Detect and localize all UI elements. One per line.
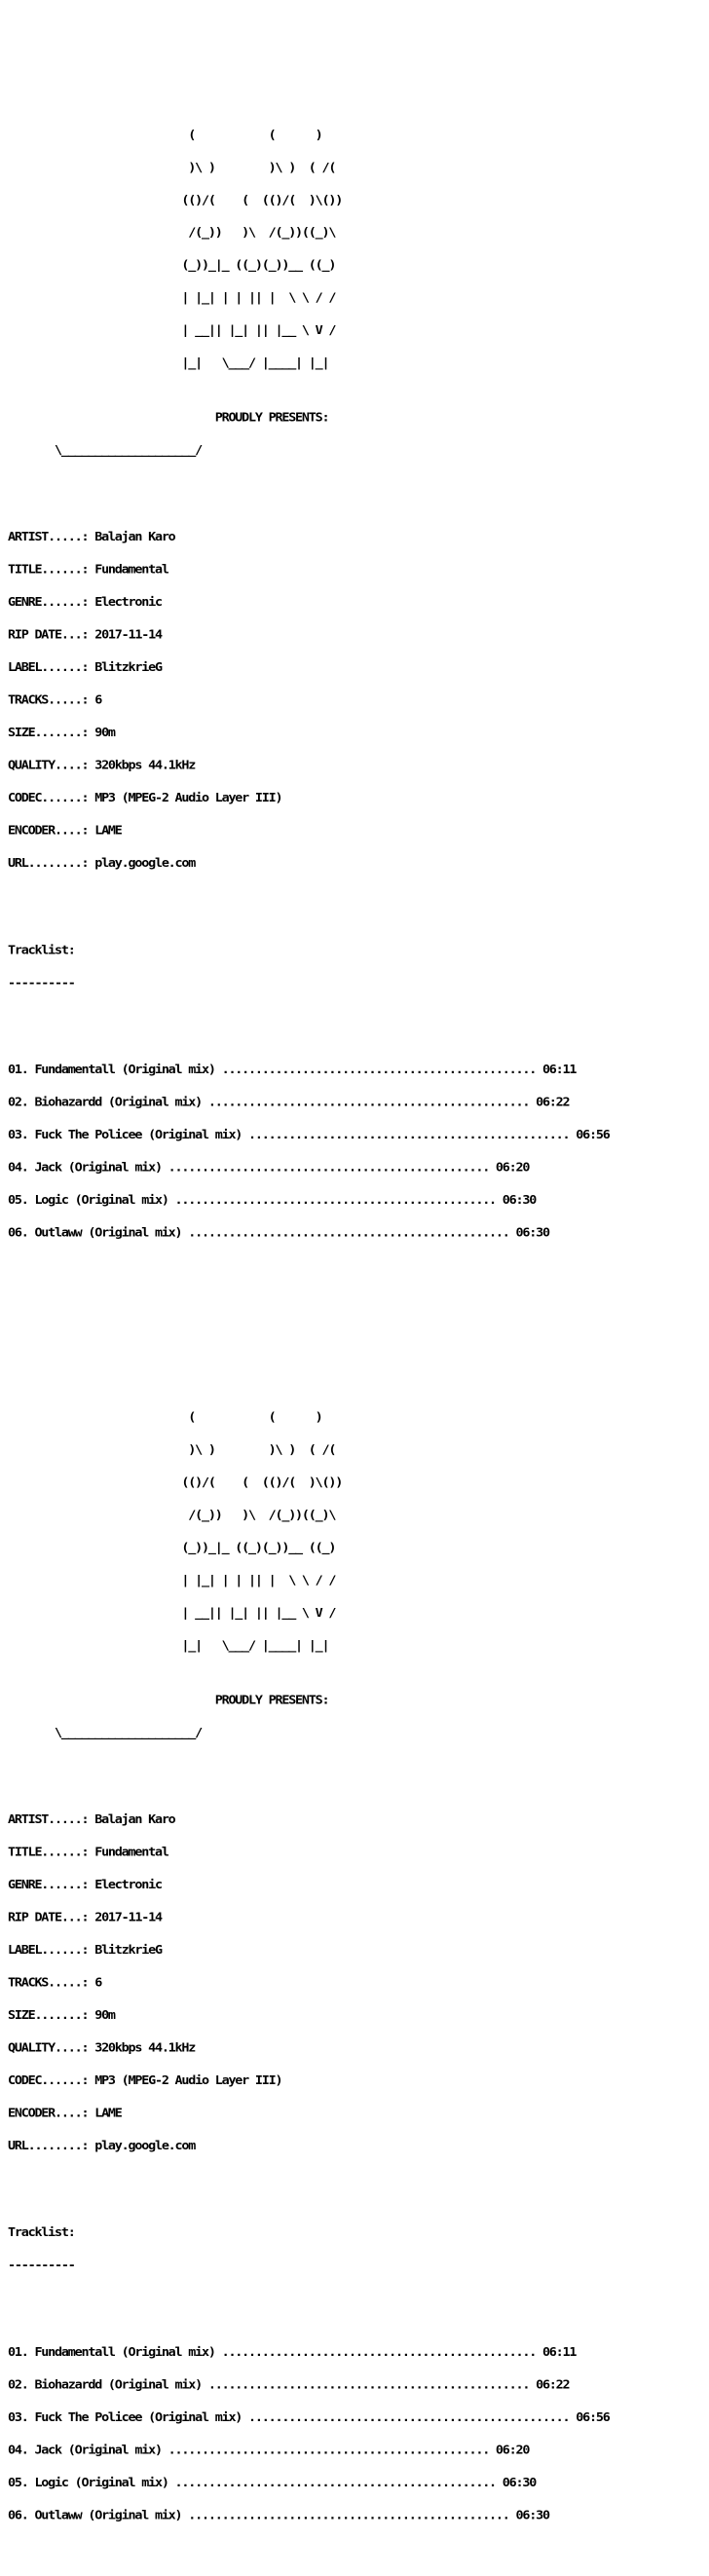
logo-line: /(_)) )\ /(_))((_)\ [8,1509,336,1523]
info-rip-date: RIP DATE...: 2017-11-14 [8,1911,162,1925]
spacer [8,1348,709,1369]
info-quality: QUALITY....: 320kbps 44.1kHz [8,2041,196,2056]
blank-line [8,478,709,489]
info-artist: ARTIST.....: Balajan Karo [8,1812,175,1827]
info-codec: CODEC......: MP3 (MPEG-2 Audio Layer III) [8,2073,282,2088]
spacer [8,55,709,87]
info-genre: GENRE......: Electronic [8,595,162,610]
tracklist-rule: ---------- [8,976,75,990]
proudly-presents: PROUDLY PRESENTS: [8,1694,329,1708]
blank-line [8,1761,709,1772]
logo-line: (()/( ( (()/( )\()) [8,1475,343,1490]
blank-line [8,2294,709,2304]
blank-line [8,913,709,923]
logo-line: ( ( ) [8,1410,322,1425]
info-label: LABEL......: BlitzkrieG [8,660,162,675]
tracklist-title: Tracklist: [8,944,75,958]
logo-line: | |_| | | || | \ \ / / [8,291,336,306]
track-row: 01. Fundamentall (Original mix) ............................................... 06:11 [8,1063,577,1077]
release-info [8,1793,709,2174]
logo-line: | __|| |_| || |__ \ V / [8,323,336,338]
tracklist-title: Tracklist: [8,2225,75,2240]
info-quality: QUALITY....: 320kbps 44.1kHz [8,759,196,773]
track-row: 06. Outlaww (Original mix) ................................................ 06:30 [8,2509,549,2523]
ascii-logo [8,109,709,392]
info-url: URL........: play.google.com [8,2139,196,2153]
info-tracks: TRACKS.....: 6 [8,1976,102,1991]
track-row: 04. Jack (Original mix) ................................................ 06:20 [8,1161,530,1176]
presents-underline: \____________________/ [8,1726,202,1740]
blank-line [8,1011,709,1022]
tracklist [8,2326,709,2543]
nfo-block [8,32,709,1282]
info-size: SIZE.......: 90m [8,726,115,740]
logo-line: |_| \___/ |____| |_| [8,1639,329,1654]
track-row: 02. Biohazardd (Original mix) ................................................ 06:22 [8,2378,570,2393]
ascii-logo [8,1391,709,1673]
info-title: TITLE......: Fundamental [8,1846,168,1860]
logo-line: )\ ) )\ ) ( /( [8,1443,336,1458]
proudly-presents: PROUDLY PRESENTS: [8,411,329,426]
logo-line: ( ( ) [8,129,322,143]
info-label: LABEL......: BlitzkrieG [8,1943,162,1958]
info-title: TITLE......: Fundamental [8,563,168,578]
info-encoder: ENCODER....: LAME [8,2107,122,2121]
track-row: 05. Logic (Original mix) ................................................ 06:30 [8,2476,537,2490]
release-info [8,511,709,892]
info-artist: ARTIST.....: Balajan Karo [8,530,175,544]
tracklist [8,1043,709,1260]
track-row: 03. Fuck The Policee (Original mix) ................................................ 06:56 [8,2410,610,2425]
logo-line: | |_| | | || | \ \ / / [8,1574,336,1588]
logo-line: (_))_|_ ((_)(_))__ ((_) [8,258,336,273]
info-tracks: TRACKS.....: 6 [8,693,102,708]
track-row: 01. Fundamentall (Original mix) ............................................... 06:11 [8,2345,577,2360]
info-url: URL........: play.google.com [8,856,196,871]
track-row: 06. Outlaww (Original mix) ................................................ 06:30 [8,1226,549,1241]
logo-line: | __|| |_| || |__ \ V / [8,1606,336,1621]
track-row: 02. Biohazardd (Original mix) ................................................ 06:22 [8,1096,570,1110]
track-row: 03. Fuck The Policee (Original mix) ................................................ 06:56 [8,1128,610,1142]
logo-line: /(_)) )\ /(_))((_)\ [8,226,336,241]
presents-underline: \____________________/ [8,443,202,458]
info-rip-date: RIP DATE...: 2017-11-14 [8,628,162,643]
info-codec: CODEC......: MP3 (MPEG-2 Audio Layer III) [8,791,282,805]
info-genre: GENRE......: Electronic [8,1878,162,1892]
logo-line: (_))_|_ ((_)(_))__ ((_) [8,1541,336,1555]
nfo-block [8,1326,709,2565]
blank-line [8,2195,709,2206]
tracklist-rule: ---------- [8,2259,75,2273]
logo-line: (()/( ( (()/( )\()) [8,194,343,207]
logo-line: |_| \___/ |____| |_| [8,356,329,371]
info-encoder: ENCODER....: LAME [8,824,122,839]
track-row: 05. Logic (Original mix) ................................................ 06:30 [8,1193,537,1208]
info-size: SIZE.......: 90m [8,2008,115,2023]
logo-line: )\ ) )\ ) ( /( [8,161,336,175]
track-row: 04. Jack (Original mix) ................................................ 06:20 [8,2444,530,2458]
